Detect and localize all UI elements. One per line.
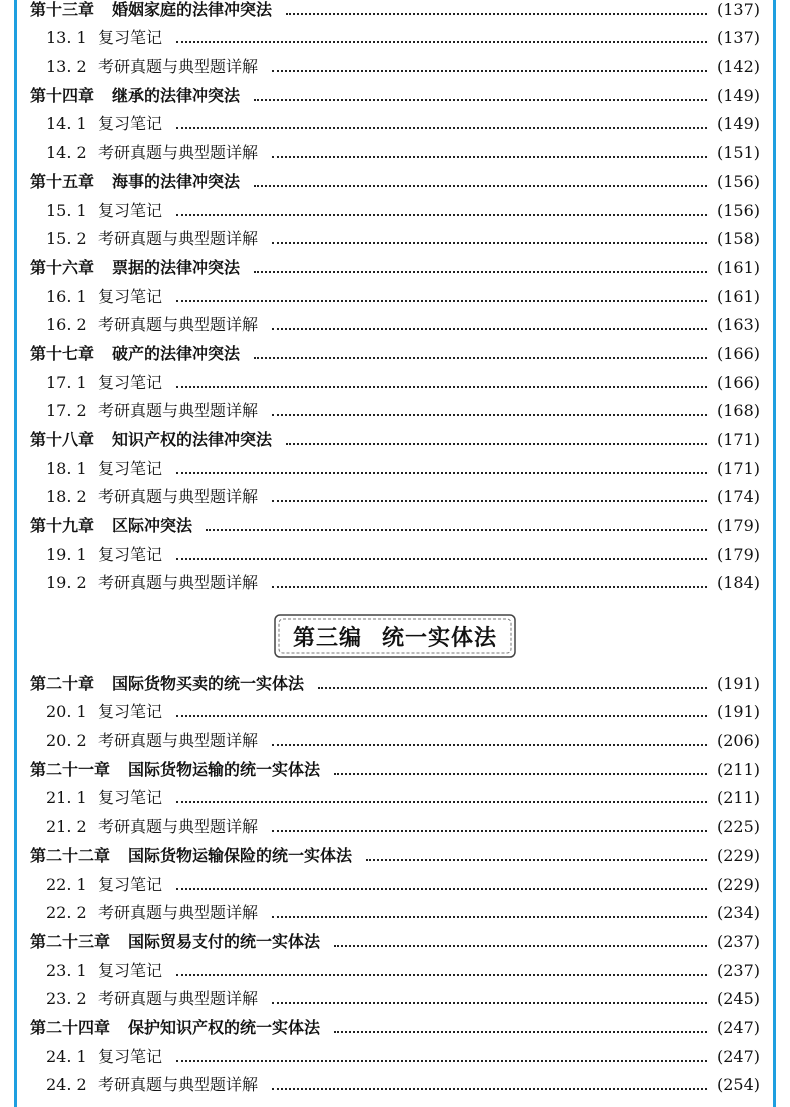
dot-leader: [334, 1031, 707, 1033]
toc-title: 复习笔记: [98, 788, 163, 808]
toc-page-number: (149): [716, 85, 760, 105]
toc-chapter-row[interactable]: [30, 336, 760, 365]
dot-leader: [366, 859, 707, 861]
toc-title: 复习笔记: [98, 372, 163, 392]
dot-leader: [176, 888, 707, 890]
toc-title: 保护知识产权的统一实体法: [128, 1017, 321, 1037]
toc-chapter-row[interactable]: [30, 250, 760, 279]
toc-title: 复习笔记: [98, 702, 163, 722]
dot-leader: [254, 357, 707, 359]
toc-number: 15. 2: [46, 229, 87, 249]
toc-number: 15. 1: [46, 200, 87, 220]
toc-number: 第十九章: [30, 516, 95, 536]
toc-subsection-row[interactable]: [30, 896, 760, 925]
toc-chapter-row[interactable]: [30, 78, 760, 107]
toc-page-number: (247): [716, 1046, 760, 1066]
toc-chapter-row[interactable]: [30, 164, 760, 193]
toc-title: 海事的法律冲突法: [112, 171, 241, 191]
toc-page-number: (247): [716, 1017, 760, 1037]
toc-subsection-row[interactable]: [30, 279, 760, 308]
toc-subsection-row[interactable]: [30, 222, 760, 251]
toc-subsection-row[interactable]: [30, 451, 760, 480]
toc-page-number: (137): [716, 0, 760, 19]
toc-subsection-row[interactable]: [30, 135, 760, 164]
toc-number: 23. 2: [46, 989, 87, 1009]
toc-page-number: (229): [716, 845, 760, 865]
dot-leader: [272, 70, 707, 72]
toc-title: 复习笔记: [98, 458, 163, 478]
toc-subsection-row[interactable]: [30, 982, 760, 1011]
dot-leader: [254, 271, 707, 273]
toc-number: 16. 1: [46, 286, 87, 306]
dot-leader: [286, 443, 707, 445]
toc-page-number: (137): [716, 28, 760, 48]
toc-number: 14. 2: [46, 143, 87, 163]
dot-leader: [254, 185, 707, 187]
toc-title: 考研真题与典型题详解: [98, 989, 259, 1009]
toc-page-number: (149): [716, 114, 760, 134]
toc-title: 考研真题与典型题详解: [98, 817, 259, 837]
toc-number: 20. 1: [46, 702, 87, 722]
toc-number: 17. 1: [46, 372, 87, 392]
toc-subsection-row[interactable]: [30, 723, 760, 752]
toc-page-number: (161): [716, 286, 760, 306]
part-heading-text: [293, 621, 497, 652]
dot-leader: [318, 687, 707, 689]
toc-page-number: (191): [716, 702, 760, 722]
part-title: 统一实体法: [382, 625, 498, 651]
dot-leader: [272, 328, 707, 330]
toc-subsection-row[interactable]: [30, 480, 760, 509]
dot-leader: [176, 300, 707, 302]
toc-section-b: [30, 666, 760, 1096]
dot-leader: [176, 974, 707, 976]
toc-page-number: (234): [716, 903, 760, 923]
dot-leader: [272, 916, 707, 918]
toc-page-number: (237): [716, 960, 760, 980]
dot-leader: [334, 945, 707, 947]
toc-title: 破产的法律冲突法: [112, 343, 241, 363]
dot-leader: [254, 99, 707, 101]
toc-number: 第二十章: [30, 673, 95, 693]
toc-page-number: (229): [716, 874, 760, 894]
toc-subsection-row[interactable]: [30, 953, 760, 982]
toc-page-number: (171): [716, 458, 760, 478]
toc-page-number: (171): [716, 430, 760, 449]
toc-subsection-row[interactable]: [30, 49, 760, 78]
toc-title: 考研真题与典型题详解: [98, 315, 259, 335]
toc-number: 21. 2: [46, 817, 87, 837]
toc-title: 婚姻家庭的法律冲突法: [112, 0, 273, 19]
dot-leader: [272, 242, 707, 244]
toc-page-number: (163): [716, 315, 760, 335]
toc-number: 21. 1: [46, 788, 87, 808]
toc-subsection-row[interactable]: [30, 21, 760, 50]
toc-subsection-row[interactable]: [30, 1039, 760, 1068]
toc-number: 第二十三章: [30, 931, 111, 951]
toc-page-number: (237): [716, 931, 760, 951]
toc-subsection-row[interactable]: [30, 695, 760, 724]
dot-leader: [286, 13, 707, 15]
dot-leader: [176, 558, 707, 560]
toc-title: 考研真题与典型题详解: [98, 229, 259, 249]
toc-number: 19. 2: [46, 573, 87, 593]
part-label: 第三编: [292, 625, 362, 651]
toc-page-number: (166): [716, 372, 760, 392]
toc-number: 第十三章: [30, 0, 95, 19]
toc-subsection-row[interactable]: [30, 566, 760, 595]
toc-subsection-row[interactable]: [30, 308, 760, 337]
toc-number: 第十五章: [30, 171, 95, 191]
toc-title: 考研真题与典型题详解: [98, 487, 259, 507]
toc-number: 20. 2: [46, 731, 87, 751]
toc-number: 19. 1: [46, 544, 87, 564]
toc-chapter-row[interactable]: [30, 1010, 760, 1039]
toc-title: 复习笔记: [98, 28, 163, 48]
toc-title: 考研真题与典型题详解: [98, 143, 259, 163]
dot-leader: [176, 41, 707, 43]
toc-page-number: (158): [716, 229, 760, 249]
toc-page-number: (179): [716, 544, 760, 564]
dot-leader: [176, 1060, 707, 1062]
toc-title: 国际货物运输保险的统一实体法: [128, 845, 353, 865]
toc-page-number: (179): [716, 516, 760, 536]
toc-title: 国际货物运输的统一实体法: [128, 759, 321, 779]
toc-number: 13. 2: [46, 57, 87, 77]
dot-leader: [176, 472, 707, 474]
dot-leader: [272, 414, 707, 416]
toc-number: 17. 2: [46, 401, 87, 421]
toc-number: 22. 1: [46, 874, 87, 894]
toc-page-number: (225): [716, 817, 760, 837]
toc-number: 第十四章: [30, 85, 95, 105]
toc-page-number: (166): [716, 343, 760, 363]
toc-title: 复习笔记: [98, 960, 163, 980]
toc-title: 考研真题与典型题详解: [98, 1075, 259, 1095]
toc-page-number: (174): [716, 487, 760, 507]
toc-number: 22. 2: [46, 903, 87, 923]
toc-subsection-row[interactable]: [30, 537, 760, 566]
toc-subsection-row[interactable]: [30, 867, 760, 896]
toc-subsection-row[interactable]: [30, 1068, 760, 1097]
toc-number: 16. 2: [46, 315, 87, 335]
toc-page-number: (254): [716, 1075, 760, 1095]
toc-page-number: (184): [716, 573, 760, 593]
dot-leader: [272, 744, 707, 746]
toc-number: 24. 2: [46, 1075, 87, 1095]
toc-title: 复习笔记: [98, 1046, 163, 1066]
dot-leader: [176, 801, 707, 803]
toc-page-number: (142): [716, 57, 760, 77]
toc-number: 第十七章: [30, 343, 95, 363]
toc-title: 票据的法律冲突法: [112, 257, 241, 277]
toc-number: 第二十一章: [30, 759, 111, 779]
toc-number: 第二十二章: [30, 845, 111, 865]
toc-page-number: (156): [716, 200, 760, 220]
toc-title: 考研真题与典型题详解: [98, 903, 259, 923]
toc-title: 复习笔记: [98, 286, 163, 306]
toc-chapter-row[interactable]: [30, 508, 760, 537]
toc-page-number: (168): [716, 401, 760, 421]
toc-number: 第二十四章: [30, 1017, 111, 1037]
toc-subsection-row[interactable]: [30, 193, 760, 222]
toc-page-number: (206): [716, 731, 760, 751]
toc-number: 第十六章: [30, 257, 95, 277]
toc-subsection-row[interactable]: [30, 781, 760, 810]
toc-title: 国际货物买卖的统一实体法: [112, 673, 305, 693]
toc-number: 18. 1: [46, 458, 87, 478]
dot-leader: [272, 500, 707, 502]
dot-leader: [272, 1088, 707, 1090]
toc-number: 18. 2: [46, 487, 87, 507]
toc-chapter-row[interactable]: [30, 752, 760, 781]
toc-title: 复习笔记: [98, 114, 163, 134]
dot-leader: [272, 156, 707, 158]
toc-number: 13. 1: [46, 28, 87, 48]
toc-subsection-row[interactable]: [30, 365, 760, 394]
dot-leader: [176, 127, 707, 129]
dot-leader: [272, 830, 707, 832]
toc-number: 23. 1: [46, 960, 87, 980]
toc-page-number: (191): [716, 673, 760, 693]
toc-page-number: (211): [716, 788, 760, 808]
toc-title: 考研真题与典型题详解: [98, 57, 259, 77]
toc-title: 国际贸易支付的统一实体法: [128, 931, 321, 951]
toc-number: 24. 1: [46, 1046, 87, 1066]
dot-leader: [272, 1002, 707, 1004]
toc-chapter-row[interactable]: [30, 924, 760, 953]
toc-page-number: (211): [716, 759, 760, 779]
toc-chapter-row[interactable]: [30, 666, 760, 695]
dot-leader: [176, 386, 707, 388]
dot-leader: [176, 715, 707, 717]
toc-page-number: (156): [716, 171, 760, 191]
dot-leader: [176, 214, 707, 216]
toc-title: 继承的法律冲突法: [112, 85, 241, 105]
toc-subsection-row[interactable]: [30, 809, 760, 838]
dot-leader: [334, 773, 707, 775]
toc-title: 复习笔记: [98, 874, 163, 894]
toc-subsection-row[interactable]: [30, 107, 760, 136]
part-heading: [272, 612, 518, 660]
toc-title: 考研真题与典型题详解: [98, 731, 259, 751]
toc-page-number: (151): [716, 143, 760, 163]
toc-section-a: [30, 0, 760, 594]
toc-number: 第十八章: [30, 430, 95, 449]
toc-title: 考研真题与典型题详解: [98, 401, 259, 421]
toc-page-number: (161): [716, 257, 760, 277]
dot-leader: [206, 529, 707, 531]
toc-number: 14. 1: [46, 114, 87, 134]
toc-title: 知识产权的法律冲突法: [112, 430, 273, 449]
toc-page-number: (245): [716, 989, 760, 1009]
toc-title: 区际冲突法: [112, 516, 193, 536]
toc-title: 复习笔记: [98, 544, 163, 564]
toc-title: 复习笔记: [98, 200, 163, 220]
toc-chapter-row[interactable]: [30, 838, 760, 867]
toc-title: 考研真题与典型题详解: [98, 573, 259, 593]
dot-leader: [272, 586, 707, 588]
toc-chapter-row[interactable]: [30, 422, 760, 451]
toc-subsection-row[interactable]: [30, 394, 760, 423]
toc-chapter-row[interactable]: [30, 0, 760, 21]
